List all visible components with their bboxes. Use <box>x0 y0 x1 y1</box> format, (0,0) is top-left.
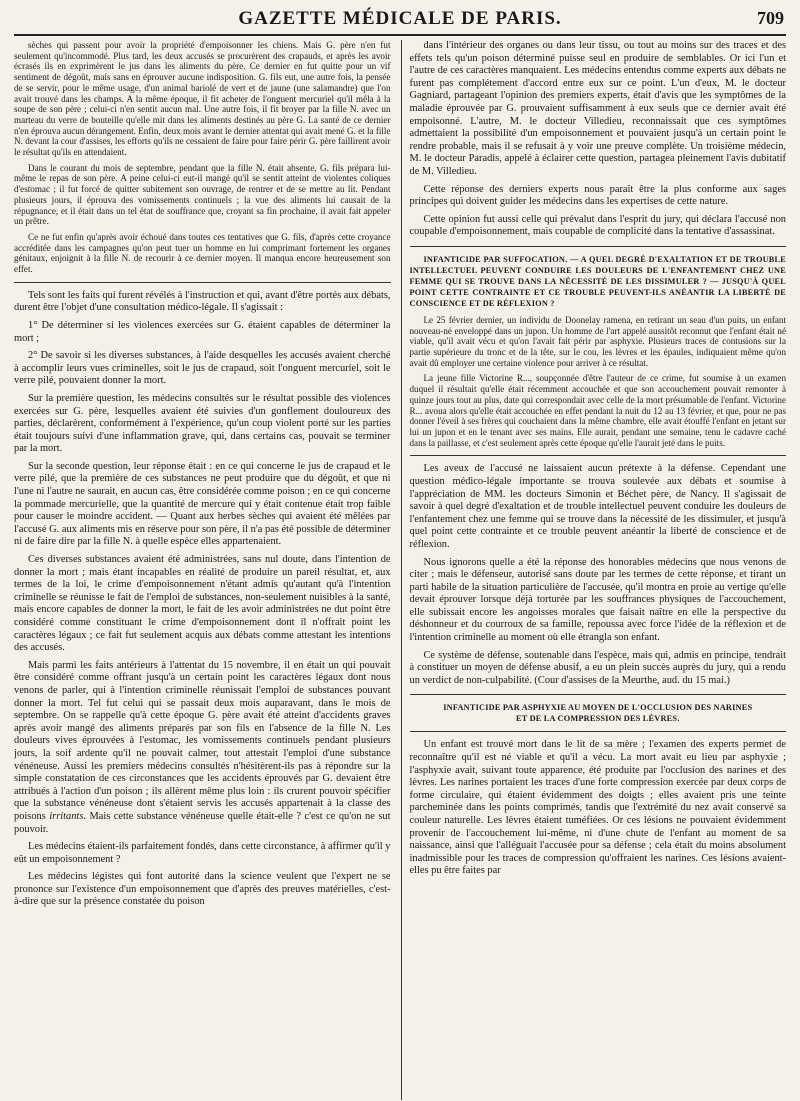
paragraph: 1° De déterminer si les violences exercées sur G. étaient capables de déterminer la mort ; <box>14 319 391 344</box>
paragraph: 2° De savoir si les diverses substances, à l'aide desquelles les accusés avaient cherché à accomplir leurs vues criminelles, soit le jus de crapaud, soit l'onguent mercuriel, soit le verre pilé, pouvaient donner la mort. <box>14 350 391 387</box>
paragraph: Sur la première question, les médecins consultés sur le résultat possible des violences exercées sur G. père, lesquelles avaient été suivies d'un gonflement douloureux des parties, déclarèrent, conformément à l'expérience, qu'un coup violent porté sur les parties était toujours suivi d'une inflammation grave, qui, dans certains cas, pouvait se terminer par la mort. <box>14 392 391 455</box>
section-heading <box>410 702 787 724</box>
paragraph-text: . Mais cette substance vénéneuse quelle était-elle ? c'est ce qu'on ne sut pouvoir. <box>14 810 391 835</box>
article-columns <box>14 40 786 1100</box>
section-divider <box>410 246 787 247</box>
paragraph: Nous ignorons quelle a été la réponse des honorables médecins que nous venons de citer ; mais le défenseur, autorisé sans doute par les termes de cette réponse, et tirant un parti habile de la situation particulière de l'accusée, qu'il montra en proie au vertige qu'elle devait éprouver lorsque déjà torturée par les souffrances physiques de l'accouchement, elle subissait encore les angoisses morales que faisait naître en elle la perspective du déshonneur et du courroux de sa famille, repoussa avec force l'idée de la réflexion et de l'intention criminelle au moment où elle étrangla son enfant. <box>409 556 786 644</box>
section-divider <box>410 731 787 732</box>
paragraph: Les médecins étaient-ils parfaitement fondés, dans cette circonstance, à affirmer qu'il y eût un empoisonnement ? <box>14 841 391 865</box>
paragraph: sèches qui passent pour avoir la propriété d'empoisonner les chiens. Mais G. père n'en fut seulement qu'incommodé. Plus tard, les deux accusés se procurèrent des crapauds, et après les avoir écrasés ils en exprimèrent le jus dans les aliments du père. Ce dernier en fut quitte pour un vif sentiment de dégoût, mais sans en éprouver aucune indisposition. G. fils eut, une autre fois, la pensée de se servir, pour le même usage, d'un animal bariolé de vert et de jaune (une salamandre) que l'on avait trouvé dans les champs. A la même époque, il fit acheter de l'onguent mercuriel qu'il mêla à la soupe de son père ; celui-ci n'en sentit aucun mal. Une autre fois, il fit broyer par la fille N. avec un marteau du verre de bouteille qu'elle mit dans les aliments destinés au père G. La santé de ce dernier n'en éprouva aucun dérangement. Enfin, deux mois avant le dernier attentat qui avait mené G. et la fille N. devant la cour d'assises, les efforts qu'ils ne cessaient de faire pour faire périr G. père faillirent avoir le résultat qu'ils en attendaient. <box>14 40 391 158</box>
page-number: 709 <box>757 8 784 28</box>
paragraph: Tels sont les faits qui furent révélés à l'instruction et qui, avant d'être portés aux débats, durent être l'objet d'une consultation médico-légale. Il s'agissait : <box>14 289 391 314</box>
heading-line: INFANTICIDE PAR ASPHYXIE AU MOYEN DE L'OCCLUSION DES NARINES <box>443 703 753 713</box>
section-divider <box>410 694 787 695</box>
section-heading: INFANTICIDE PAR SUFFOCATION. — A QUEL DEGRÉ D'EXALTATION ET DE TROUBLE INTELLECTUEL PEUVENT CONDUIRE LES DOULEURS DE L'ENFANTEMENT CHEZ UNE FEMME QUI SE TROUVE DANS LA NÉCESSITÉ DE LES DISSIMULER ? — JUSQU'À QUEL POINT CETTE CONTRAINTE ET CE TROUBLE PEUVENT-ILS ANÉANTIR LA LIBERTÉ DE CONSCIENCE ET DE RÉFLEXION ? <box>409 254 786 308</box>
section-divider <box>14 282 391 283</box>
paragraph: Cette opinion fut aussi celle qui prévalut dans l'esprit du jury, qui déclara l'accusé non coupable d'empoisonnement, mais coupable de complicité dans la tentative d'assassinat. <box>409 213 786 238</box>
paragraph: dans l'intérieur des organes ou dans leur tissu, ou tout au moins sur des traces et des effets tels qu'un poison déterminé puisse seul en produire de semblables. Or ici l'un et l'autre de ces caractères manquaient. Les médecins entendus comme experts aux débats ne furent pas complétement d'accord entre eux sur ce point. L'un d'eux, M. le docteur Gagniard, partageant l'opinion des premiers experts, était d'avis que les symptômes de la maladie éprouvée par G. prouvaient suffisamment à eux seuls que ce dernier avait été empoisonné. L'autre, M. le docteur Villedieu, reconnaissait que ces symptômes admettaient la possibilité d'un empoisonnement et pouvaient jusqu'à un certain point le rendre probable, mais il se refusait à y voir une preuve complète. Un troisième médecin, M. le docteur Paradis, appelé à éclairer cette question, partagea pleinement l'avis dubitatif de M. Villedieu. <box>409 40 786 177</box>
emphasis-text: irritants <box>49 810 84 822</box>
paragraph: Cette réponse des derniers experts nous paraît être la plus conforme aux sages principes qui doivent guider les médecins dans les expertises de cette nature. <box>409 183 786 208</box>
left-column <box>14 40 391 1100</box>
masthead <box>14 4 786 36</box>
paragraph: La jeune fille Victorine R..., soupçonnée d'être l'auteur de ce crime, fut soumise à un examen duquel il résultait qu'elle était récemment accouchée et que son accouchement pouvait remonter à quinze jours tout au plus, date qui correspondait avec celle de la mort présumable de l'enfant. Victorine R... avoua alors qu'elle était accouchée en effet pendant la nuit du 12 au 13 février, et que, pour ne pas donner l'éveil à ses frères qui couchaient dans la même chambre, elle avait étouffé l'enfant en jetant sur lui un jupon et en le tenant avec ses mains. Elle aurait, pendant une semaine, tenu le cadavre caché dans la paillasse, et c'est seulement après cette époque qu'elle l'aurait jeté dans le puits. <box>409 373 786 448</box>
paragraph: Un enfant est trouvé mort dans le lit de sa mère ; l'examen des experts permet de reconnaître qu'il est né viable et qu'il a vécu. La mort avait eu lieu par asphyxie ; l'asphyxie avait, suivant toute apparence, été produite par l'occlusion des narines et des lèvres. Les narines portaient les traces d'une forte compression exercée par deux corps de forme circulaire, qui étaient évidemment des doigts ; elles avaient pris une teinte parcheminée dans les points comprimés, tandis que l'extrémité du nez avait conservé sa couleur naturelle. Les lèvres étaient tuméfiées. Or ces lésions ne pouvaient évidemment provenir de l'accouchement lui-même, ni d'une chute de l'enfant au moment de sa naissance, ainsi que l'alléguait l'accusée pour sa défense ; cela était du moins absolument inadmissible pour les traces de compression qu'offraient les narines. Ces lésions avaient-elles pu être faites par <box>409 739 786 877</box>
paragraph: Ce système de défense, soutenable dans l'espèce, mais qui, admis en principe, tendrait à constituer un moyen de défense abusif, a eu un plein succès auprès du jury, qui a rendu un verdict de non-culpabilité. (Cour d'assises de la Meurthe, aud. du 15 mai.) <box>409 649 786 686</box>
paragraph: Les médecins légistes qui font autorité dans la science veulent que l'expert ne se prononce sur l'existence d'un empoisonnement que d'après des preuves matérielles, c'est-à-dire que sur la présence constatée du poison <box>14 871 391 908</box>
section-divider <box>410 455 787 456</box>
right-column <box>401 40 787 1100</box>
paragraph: Le 25 février dernier, un individu de Doonelay ramena, en retirant un seau d'un puits, un enfant nouveau-né enveloppé dans un jupon. Un homme de l'art appelé aussitôt reconnut que l'enfant était né viable, qu'il avait vécu et qu'on l'avait fait périr par asphyxie. Plusieurs traces de contusions sur la partie supérieure du tronc et de la tête, sur le cou, les lèvres et les épaules, indiquaient même qu'on avait dû employer une certaine violence pour arriver à ce résultat. <box>409 314 786 368</box>
journal-title: GAZETTE MÉDICALE DE PARIS. <box>238 8 562 29</box>
paragraph: Ces diverses substances avaient été administrées, sans nul doute, dans l'intention de donner la mort ; mais étant incapables en réalité de produire un pareil résultat, et, aux termes de la loi, le crime d'empoisonnement n'étant admis qu'autant qu'à l'intention criminelle se réunisse le fait de l'emploi de substances, non-seulement nuisibles à la santé, mais encore capables de donner la mort, le fait de les avoir administrées ne dut point être considéré comme constituant le crime d'empoisonnement dont il n'offrait point les caractères légaux ; ce fait fut seulement acquis aux débats comme attestant les intentions des accusés. <box>14 554 391 654</box>
paragraph: Dans le courant du mois de septembre, pendant que la fille N. était absente, G. fils prépara lui-même le repas de son père. A peine celui-ci eut-il mangé qu'il se sentit atteint de violentes coliques d'estomac ; il fut forcé de quitter subitement son ouvrage, de rentrer et de se mettre au lit. Pendant plusieurs jours, il éprouva des vomissements continuels ; la vue des aliments lui causait de la répugnance, et il était dans un tel état de souffrance que, croyant sa fin prochaine, il avait fait appeler un prêtre. <box>14 162 391 227</box>
paragraph: Les aveux de l'accusé ne laissaient aucun prétexte à la défense. Cependant une question médico-légale importante se trouva soulevée aux débats et soumise à l'appréciation de MM. les docteurs Simonin et Béchet père, de Nancy. Il s'agissait de savoir à quel degré d'exaltation et de trouble intellectuel peuvent conduire les douleurs de l'enfantement chez une femme qui se trouve dans la nécessité de les dissimuler, et jusqu'à quel point cette contrainte et ce trouble peuvent anéantir la liberté de conscience et de réflexion. <box>409 463 786 550</box>
paragraph: Ce ne fut enfin qu'après avoir échoué dans toutes ces tentatives que G. fils, d'après cette croyance accréditée dans les campagnes qu'on peut tuer un homme en lui comprimant fortement les organes génitaux, enjoignit à la fille N. de recourir à ce dernier moyen. Il manqua encore heureusement son effet. <box>14 231 391 275</box>
heading-line: ET DE LA COMPRESSION DES LÈVRES. <box>516 714 680 724</box>
paragraph <box>14 660 391 836</box>
paragraph: Sur la seconde question, leur réponse était : en ce qui concerne le jus de crapaud et le verre pilé, que la première de ces substances ne peut produire que du dégoût, et que ni l'une ni l'autre ne saurait, en aucun cas, être considérée comme poison ; en ce qui concerne la pommade mercurielle, que la quantité de mercure qui y était contenue était trop faible pour causer le moindre accident. — Quant aux herbes sèches qui avaient été mêlées par l'accusé G. aux aliments mis en réserve pour son père, il n'a pas été possible de déterminer ni de faire dire par la fille N. à quelle espèce elles appartenaient. <box>14 460 391 548</box>
paragraph-text: Mais parmi les faits antérieurs à l'attentat du 15 novembre, il en était un qui pouvait être considéré comme offrant jusqu'à un certain point les caractères légaux dont nous venons de parler, qui à l'intention criminelle réunissait l'emploi de substances pouvant donner la mort. Tel fut celui qui se passait deux mois auparavant, dans le mois de septembre. On se rappelle qu'à cette époque G. père avait été atteint d'accidents graves après avoir mangé des aliments préparés par son fils en l'absence de la fille N. Les douleurs vives éprouvées à l'estomac, les vomissements continuels pendant plusieurs jours, la soif ardente qu'il ne pouvait calmer, tout attestait l'emploi d'une substance vénéneuse. Aussi les premiers médecins consultés n'hésitèrent-ils pas à répondre sur la simple constatation de ces circonstances que les accidents éprouvés par G. devaient être attribués à l'action d'un poison ; ils allèrent même plus loin : ils crurent pouvoir spécifier que la substance vénéneuse dont s'étaient servis les accusés appartenait à la classe des poisons <box>14 659 391 822</box>
